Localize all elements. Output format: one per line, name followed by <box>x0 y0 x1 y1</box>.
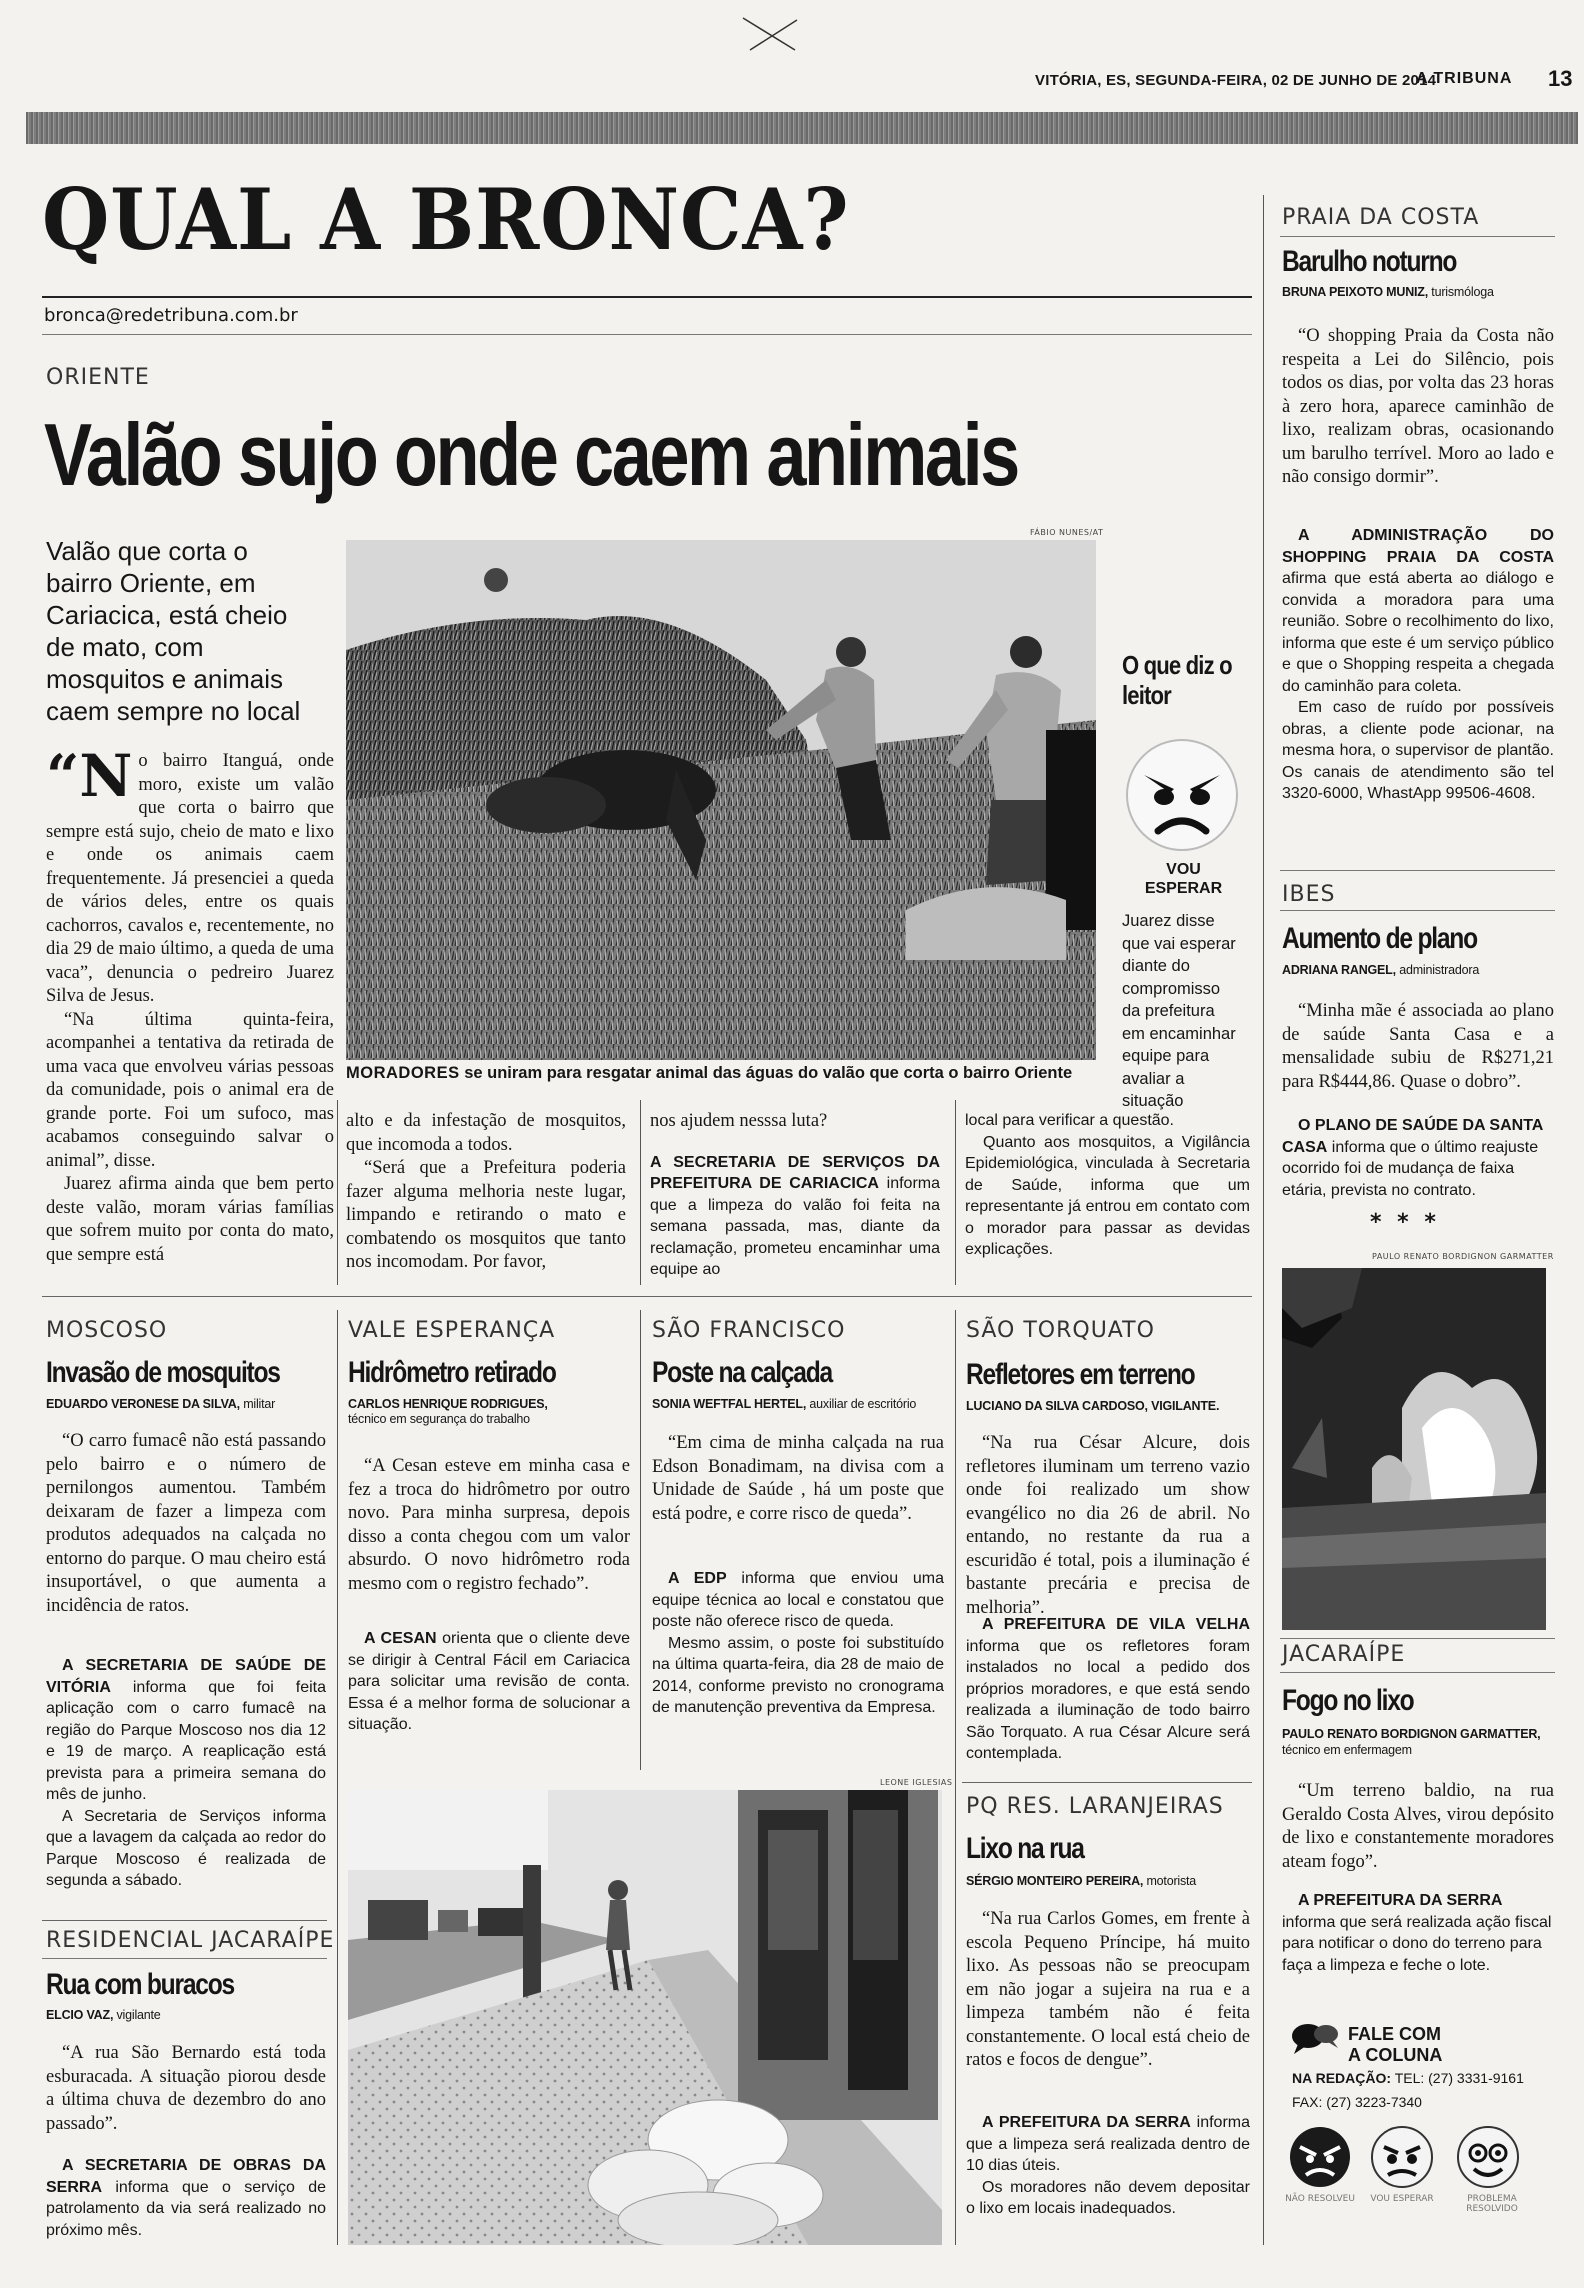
street-photo-credit: LEONE IGLESIAS <box>880 1778 953 1787</box>
brand-logo: A TRIBUNA <box>1416 70 1513 87</box>
col-sep <box>955 1310 956 2245</box>
fire-photo-credit: PAULO RENATO BORDIGNON GARMATTER <box>1372 1252 1554 1261</box>
deck-line: de mato, com <box>46 632 204 662</box>
jac-rule <box>1280 1672 1555 1673</box>
main-caption <box>346 1064 1106 1083</box>
jac-byline-role: técnico em enfermagem <box>1282 1743 1412 1757</box>
praia-quote: “O shopping Praia da Costa não respeita a Lei do Silêncio, pois todos os dias, por volta das 23 horas à zero hora, aparece caminhão de lixo, realizam obras, ocasionando um barulho terrível. Moro ao lado e não consigo dormir”. <box>1282 326 1554 487</box>
vale-resp-lead: A CESAN <box>364 1630 437 1647</box>
laranjeiras-byline <box>966 1874 1196 1888</box>
top-mark <box>735 10 805 55</box>
face-not-solved-icon <box>1288 2125 1352 2189</box>
fire-photo <box>1282 1268 1546 1630</box>
chat-bubbles-icon <box>1290 2020 1340 2060</box>
laranjeiras-section: PQ RES. LARANJEIRAS <box>966 1794 1224 1819</box>
sf-resp2: Mesmo assim, o poste foi substituído na última quarta-feira, dia 28 de maio de 2014, conforme previsto no cronograma de manutenção preventiva da Empresa. <box>652 1634 944 1716</box>
jac-resp-lead: A PREFEITURA DA SERRA <box>1298 1892 1503 1909</box>
st-resp-text: informa que os refletores foram instalados no local a pedido dos próprios moradores, e que está sendo realizada a iluminação de todo bairro São Torquato. A rua César Alcure será contemplada. <box>966 1637 1250 1762</box>
saotorquato-section: SÃO TORQUATO <box>966 1318 1155 1343</box>
title-rule <box>42 296 1252 298</box>
main-resp-lead: A SECRETARIA DE SERVIÇOS DA PREFEITURA DE CARIACICA <box>650 1153 940 1192</box>
vale-byline <box>348 1397 588 1427</box>
caption-lead: MORADORES <box>346 1064 460 1082</box>
main-col2-text: alto e da infestação de mosquitos, que incomoda a todos. <box>346 1111 626 1155</box>
ibes-resp-lead: O PLANO DE SAÚDE DA SANTA CASA <box>1282 1117 1543 1156</box>
praia-byline-role: turismóloga <box>1431 285 1494 299</box>
main-intro: o bairro Itanguá, onde moro, existe um valão que corta o bairro que sempre está sujo, cheio de mato e lixo e onde os animais caem frequentemente. Já presenciei a queda de vários deles, entre os quais cachorros, cavalos e, recentemente, no dia 29 de maio último, a queda de uma vaca”, denuncia o pedreiro Juarez Silva de Jesus. <box>46 751 334 1006</box>
ibes-resp <box>1282 1115 1554 1201</box>
face-label-1: NÃO RESOLVEU <box>1285 2194 1355 2204</box>
jacaraipe-section: JACARAÍPE <box>1282 1642 1406 1667</box>
main-section: ORIENTE <box>46 365 150 390</box>
saotorquato-resp <box>966 1614 1250 1765</box>
header-band <box>26 112 1578 144</box>
col-sep <box>337 1100 338 1285</box>
vale-byline-role: técnico em segurança do trabalho <box>348 1412 530 1426</box>
ibes-rule <box>1280 910 1555 911</box>
lar-resp2: Os moradores não devem depositar o lixo em locais inadequados. <box>966 2178 1250 2217</box>
main-p2: “Na última quinta-feira, acompanhei a tentativa da retirada de uma vaca que envolveu várias pessoas da comunidade, pois o animal era de grande porte. Foi um sufoco, mas acabamos conseguindo salvar o animal”, disse. <box>46 1009 334 1171</box>
ibes-stars: * * * <box>1370 1210 1440 1235</box>
sf-byline-role: auxiliar de escritório <box>809 1397 917 1411</box>
col-sep <box>640 1100 641 1285</box>
lar-byline-name: SÉRGIO MONTEIRO PEREIRA, <box>966 1874 1144 1888</box>
residencial-resp <box>46 2155 326 2241</box>
saofrancisco-headline: Poste na calçada <box>652 1356 832 1389</box>
lar-byline-role: motorista <box>1146 1874 1197 1888</box>
residencial-byline <box>46 2008 161 2022</box>
laranjeiras-resp <box>966 2112 1250 2220</box>
ibes-byline-name: ADRIANA RANGEL, <box>1282 963 1396 977</box>
vale-section: VALE ESPERANÇA <box>348 1318 556 1343</box>
res-byline-role: vigilante <box>116 2008 161 2022</box>
jacaraipe-resp <box>1282 1890 1554 1976</box>
main-col4-text: local para verificar a questão. <box>965 1112 1174 1129</box>
moscoso-section: MOSCOSO <box>46 1318 168 1343</box>
caption-text: se uniram para resgatar animal das águas do valão que corta o bairro Oriente <box>464 1064 1073 1082</box>
laranjeiras-quote: “Na rua Carlos Gomes, em frente à escola Pequeno Príncipe, há muito lixo. As pessoas não se preocupam em não jogar a sujeira na rua e a limpeza também não é feita constantemente. O local está cheio de ratos e focos de dengue”. <box>966 1909 1250 2070</box>
face-label-3: PROBLEMA RESOLVIDO <box>1466 2194 1518 2214</box>
res-rule <box>42 1958 327 1959</box>
moscoso-byline-name: EDUARDO VERONESE DA SILVA, <box>46 1397 240 1411</box>
page-number: 13 <box>1548 66 1573 91</box>
column-email: bronca@redetribuna.com.br <box>44 305 298 326</box>
main-body-col4 <box>965 1110 1250 1261</box>
saotorquato-quote: “Na rua César Alcure, dois refletores iluminam um terreno vazio onde foi realizado um show evangélico no dia 26 de abril. No entando, no restante da rua a escuridão é total, pois a iluminação é bastante precária e precisa de melhoria”. <box>966 1433 1250 1618</box>
saotorquato-headline: Refletores em terreno <box>966 1358 1195 1391</box>
moscoso-resp <box>46 1655 326 1892</box>
contact-phone-number: TEL: (27) 3331-9161 <box>1394 2070 1524 2086</box>
ibes-byline <box>1282 963 1479 977</box>
saofrancisco-byline <box>652 1397 916 1411</box>
ibes-quote: “Minha mãe é associada ao plano de saúde Santa Casa e a mensalidade subiu de R$271,21 para R$444,86. Quase o dobro”. <box>1282 1001 1554 1092</box>
deck-line: bairro Oriente, em <box>46 568 256 598</box>
jac-top-rule <box>1280 1638 1555 1639</box>
vale-resp <box>348 1628 630 1736</box>
moscoso-headline: Invasão de mosquitos <box>46 1356 280 1389</box>
column-title: QUAL A BRONCA? <box>42 170 850 269</box>
contact-fax: FAX: (27) 3223-7340 <box>1292 2094 1422 2110</box>
deck-line: caem sempre no local <box>46 696 301 726</box>
angry-face-icon <box>1122 735 1242 855</box>
praia-resp <box>1282 525 1554 805</box>
ibes-headline: Aumento de plano <box>1282 922 1477 955</box>
moscoso-resp2: A Secretaria de Serviços informa que a lavagem da calçada ao redor do Parque Moscoso é realizada de segunda a sábado. <box>46 1807 326 1889</box>
praia-resp-lead: A ADMINISTRAÇÃO DO SHOPPING PRAIA DA COSTA <box>1282 527 1554 566</box>
res-byline-name: ELCIO VAZ, <box>46 2008 114 2022</box>
saotorquato-byline: LUCIANO DA SILVA CARDOSO, VIGILANTE. <box>966 1399 1220 1413</box>
main-p3: Juarez afirma ainda que bem perto deste valão, moram várias famílias que sofrem muito por conta do mato, que sempre está <box>46 1174 334 1265</box>
sf-resp-lead: A EDP <box>668 1570 727 1587</box>
moscoso-byline-role: militar <box>243 1397 276 1411</box>
contact-title <box>1348 2024 1442 2066</box>
deck-line: Cariacica, está cheio <box>46 600 288 630</box>
lar-resp-text: informa que a limpeza será realizada dentro de 10 dias úteis. <box>966 2114 1251 2174</box>
laranjeiras-headline: Lixo na rua <box>966 1832 1084 1865</box>
residencial-section: RESIDENCIAL JACARAÍPE <box>46 1928 335 1953</box>
jac-byline-name: PAULO RENATO BORDIGNON GARMATTER, <box>1282 1727 1541 1741</box>
deck-line: Valão que corta o <box>46 536 248 566</box>
praia-resp-text: afirma que está aberta ao diálogo e convida a moradora para uma reunião. Sobre o recolhimento do lixo, informa que este é um serviço público e que o Shopping respeita a chegada do caminhão para coleta. <box>1282 570 1554 695</box>
col-sep <box>955 1100 956 1285</box>
moscoso-resp-lead: A SECRETARIA DE SAÚDE DE VITÓRIA <box>46 1657 326 1696</box>
vale-byline-name: CARLOS HENRIQUE RODRIGUES, <box>348 1397 548 1411</box>
reader-face-label: VOU ESPERAR <box>1144 861 1223 897</box>
vale-headline: Hidrômetro retirado <box>348 1356 556 1389</box>
col-sep <box>337 1310 338 2245</box>
col-sep <box>1263 195 1264 2245</box>
praia-byline <box>1282 285 1494 299</box>
ibes-top-rule <box>1280 870 1555 871</box>
ibes-byline-role: administradora <box>1399 963 1480 977</box>
sf-resp-text: informa que enviou uma equipe técnica ao local e constatou que poste não oferece risco de queda. <box>652 1570 944 1630</box>
face-label-2: VOU ESPERAR <box>1370 2194 1434 2204</box>
moscoso-quote: “O carro fumacê não está passando pelo bairro e o número de pernilongos aumentou. Também deixaram de fazer a limpeza com produtos adequados na calçada no entorno do parque. O mau cheiro está insuportável, o que aumenta a incidência de ratos. <box>46 1431 326 1616</box>
main-photo-credit: FÁBIO NUNES/AT <box>1030 528 1104 537</box>
saofrancisco-resp <box>652 1568 944 1719</box>
lar-top-rule <box>962 1782 1252 1783</box>
main-col3-text: nos ajudem nesssa luta? <box>650 1111 828 1131</box>
reader-label: O que diz o leitor <box>1122 650 1232 710</box>
vale-quote: “A Cesan esteve em minha casa e fez a troca do hidrômetro por outro novo. Para minha surpresa, depois disso a conta chegou com um valor absurdo. O novo hidrômetro roda mesmo com o registro fechado”. <box>348 1456 630 1594</box>
col-sep <box>640 1310 641 1770</box>
mid-rule <box>42 1296 1252 1297</box>
res-top-rule <box>42 1920 327 1921</box>
contact-title-1: FALE COM <box>1348 2024 1441 2044</box>
dropcap: “N <box>46 742 133 810</box>
residencial-quote: “A rua São Bernardo está toda esburacada. A situação piorou desde a última chuva de dezembro do ano passado”. <box>46 2043 326 2134</box>
moscoso-resp-text: informa que foi feita aplicação com o carro fumacê na região do Parque Moscoso nos dia 12 e 19 de março. A reaplicação está prevista para a primeira semana do mês de junho. <box>46 1678 326 1803</box>
praia-byline-name: BRUNA PEIXOTO MUNIZ, <box>1282 285 1429 299</box>
jacaraipe-quote: “Um terreno baldio, na rua Geraldo Costa Alves, virou depósito de lixo e constantemente moradores ateam fogo”. <box>1282 1781 1554 1872</box>
deck-line: mosquitos e animais <box>46 664 283 694</box>
main-body-col3 <box>650 1110 940 1281</box>
main-photo <box>346 540 1096 1060</box>
vale-resp-text: orienta que o cliente deve se dirigir à Central Fácil em Cariacica para solicitar uma revisão de conta. Essa é a melhor forma de solucionar a situação. <box>348 1630 630 1733</box>
contact-phone <box>1292 2070 1524 2086</box>
dateline: VITÓRIA, ES, SEGUNDA-FEIRA, 02 DE JUNHO DE 2014 <box>1035 72 1437 89</box>
main-body-col2 <box>346 1110 626 1275</box>
jacaraipe-headline: Fogo no lixo <box>1282 1684 1414 1717</box>
sf-byline-name: SONIA WEFTFAL HERTEL, <box>652 1397 807 1411</box>
jac-resp-text: informa que será realizada ação fiscal para notificar o dono do terreno para faça a limpeza e feche o lote. <box>1282 1913 1552 1974</box>
ibes-resp-text: informa que o último reajuste ocorrido foi de mudança de faixa etária, prevista no contrato. <box>1282 1138 1539 1199</box>
jacaraipe-byline <box>1282 1726 1557 1758</box>
main-headline: Valão sujo onde caem animais <box>44 405 1018 504</box>
street-photo <box>348 1790 942 2245</box>
saofrancisco-quote: “Em cima de minha calçada na rua Edson Bonadimam, na divisa com a Unidade de Saúde , há um poste que está podre, e corre risco de queda”. <box>652 1433 944 1524</box>
main-deck <box>46 535 346 727</box>
lar-resp-lead: A PREFEITURA DA SERRA <box>982 2114 1191 2131</box>
praia-headline: Barulho noturno <box>1282 245 1457 278</box>
contact-phone-lead: NA REDAÇÃO: <box>1292 2070 1392 2086</box>
face-waiting-icon <box>1370 2125 1434 2189</box>
main-col4b-text: Quanto aos mosquitos, a Vigilância Epidemiológica, vinculada à Secretaria de Saúde, informa que um representante já entrou em contato com o morador para passar as devidas explicações. <box>965 1133 1250 1258</box>
main-resp-text: informa que a limpeza do valão foi feita na semana passada, mas, diante da reclamação, prometeu encaminhar uma equipe ao <box>650 1175 940 1278</box>
res-resp-lead: A SECRETARIA DE OBRAS DA SERRA <box>46 2157 326 2196</box>
praia-section: PRAIA DA COSTA <box>1282 205 1480 230</box>
moscoso-byline <box>46 1397 275 1411</box>
face-solved-icon <box>1456 2125 1520 2189</box>
residencial-headline: Rua com buracos <box>46 1968 234 2001</box>
main-body-col1 <box>46 742 334 1267</box>
saofrancisco-section: SÃO FRANCISCO <box>652 1318 846 1343</box>
ibes-section: IBES <box>1282 882 1336 907</box>
st-resp-lead: A PREFEITURA DE VILA VELHA <box>982 1616 1250 1633</box>
res-resp-text: informa que o serviço de patrolamento da via será realizado no próximo mês. <box>46 2178 326 2239</box>
praia-rule <box>1280 236 1555 237</box>
contact-title-2: A COLUNA <box>1348 2045 1443 2065</box>
reader-text: Juarez disse que vai esperar diante do compromisso da prefeitura em encaminhar equipe para avaliar a situação <box>1122 912 1236 1110</box>
main-col2b-text: “Será que a Prefeitura poderia fazer alguma melhoria neste lugar, limpando e retirando o mato e combatendo os mosquitos que tanto nos incomodam. Por favor, <box>346 1158 626 1272</box>
praia-resp2: Em caso de ruído por possíveis obras, a cliente pode acionar, na mesma hora, o supervisor de plantão. Os canais de atendimento são tel 3320-6000, WhastApp 99506-4608. <box>1282 699 1554 802</box>
email-rule <box>42 334 1252 335</box>
